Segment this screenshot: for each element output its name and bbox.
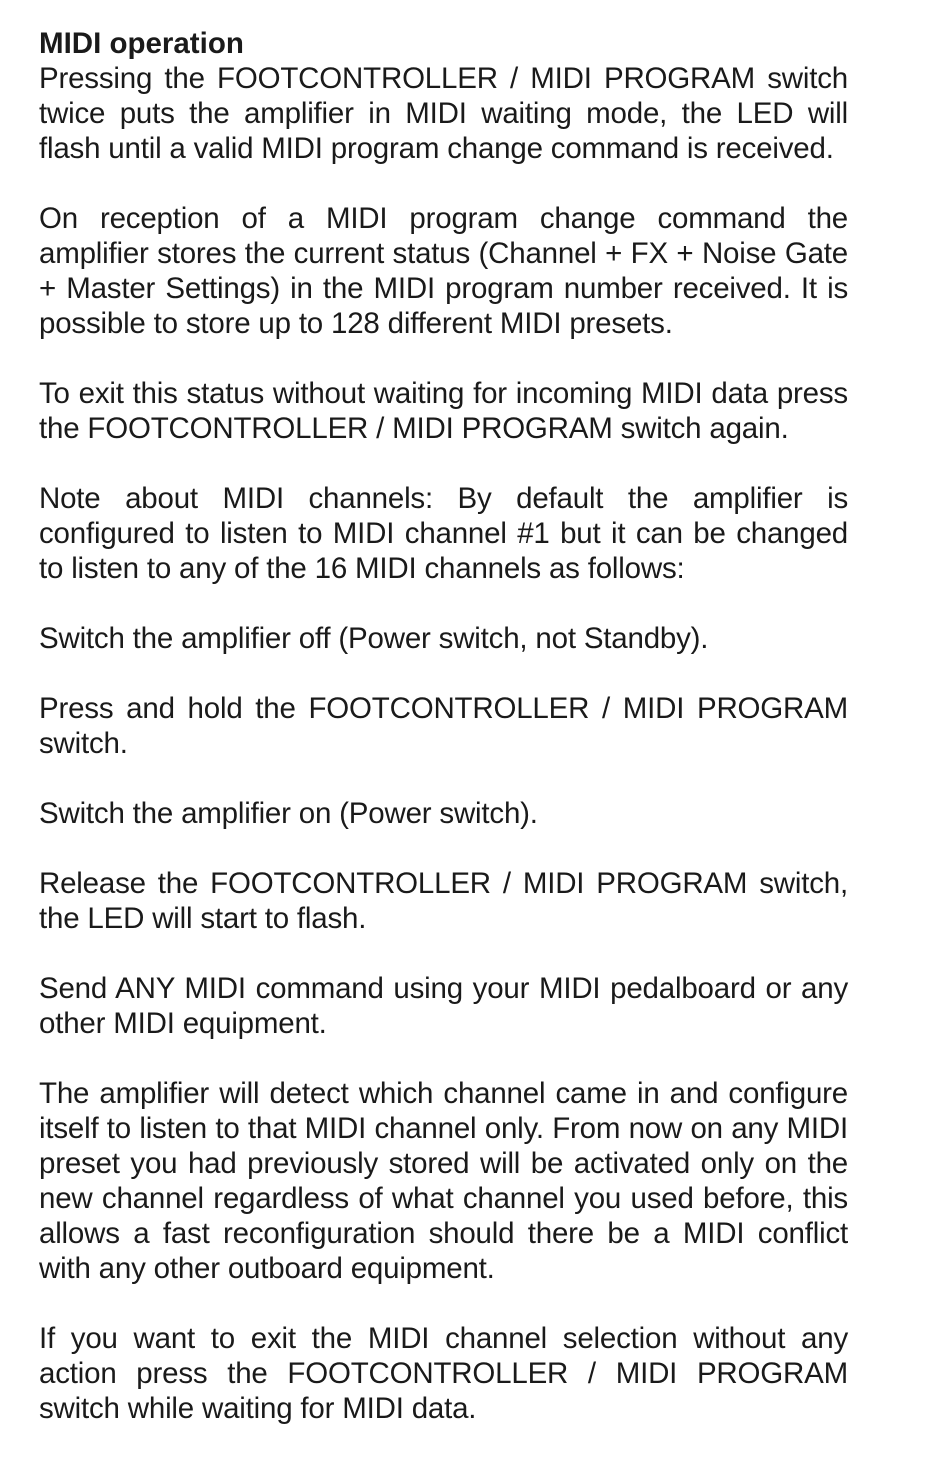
paragraph-exit-status: To exit this status without waiting for incoming MIDI data press the FOOTCONTROLLER / MIDI PROGRAM switch again.	[39, 377, 848, 445]
document-page	[39, 26, 848, 1426]
paragraph-channel-detection: The amplifier will detect which channel came in and configure itself to listen to that MIDI channel only. From now on any MIDI preset you had previously stored will be activated only on the new channel regardless of what channel you used before, this allows a fast reconfiguration should there be a MIDI conflict with any other outboard equipment.	[39, 1077, 848, 1285]
paragraph-exit-channel-selection: If you want to exit the MIDI channel selection without any action press the FOOTCONTROLLER / MIDI PROGRAM switch while waiting for MIDI data.	[39, 1322, 848, 1425]
paragraph-midi-channels-note: Note about MIDI channels: By default the amplifier is configured to listen to MIDI channel #1 but it can be changed to listen to any of the 16 MIDI channels as follows:	[39, 482, 848, 585]
paragraph-step-send-command: Send ANY MIDI command using your MIDI pedalboard or any other MIDI equipment.	[39, 972, 848, 1040]
paragraph-program-change-storage: On reception of a MIDI program change command the amplifier stores the current status (Channel + FX + Noise Gate + Master Settings) in the MIDI program number received. It is possible to store up to 128 different MIDI presets.	[39, 202, 848, 340]
paragraph-step-release: Release the FOOTCONTROLLER / MIDI PROGRAM switch, the LED will start to flash.	[39, 867, 848, 935]
section-heading: MIDI operation	[39, 27, 244, 60]
paragraph-midi-waiting-mode: Pressing the FOOTCONTROLLER / MIDI PROGRAM switch twice puts the amplifier in MIDI waiting mode, the LED will flash until a valid MIDI program change command is received.	[39, 62, 848, 165]
paragraph-step-switch-off: Switch the amplifier off (Power switch, not Standby).	[39, 622, 709, 655]
paragraph-step-switch-on: Switch the amplifier on (Power switch).	[39, 797, 538, 830]
paragraph-step-press-hold: Press and hold the FOOTCONTROLLER / MIDI PROGRAM switch.	[39, 692, 848, 760]
